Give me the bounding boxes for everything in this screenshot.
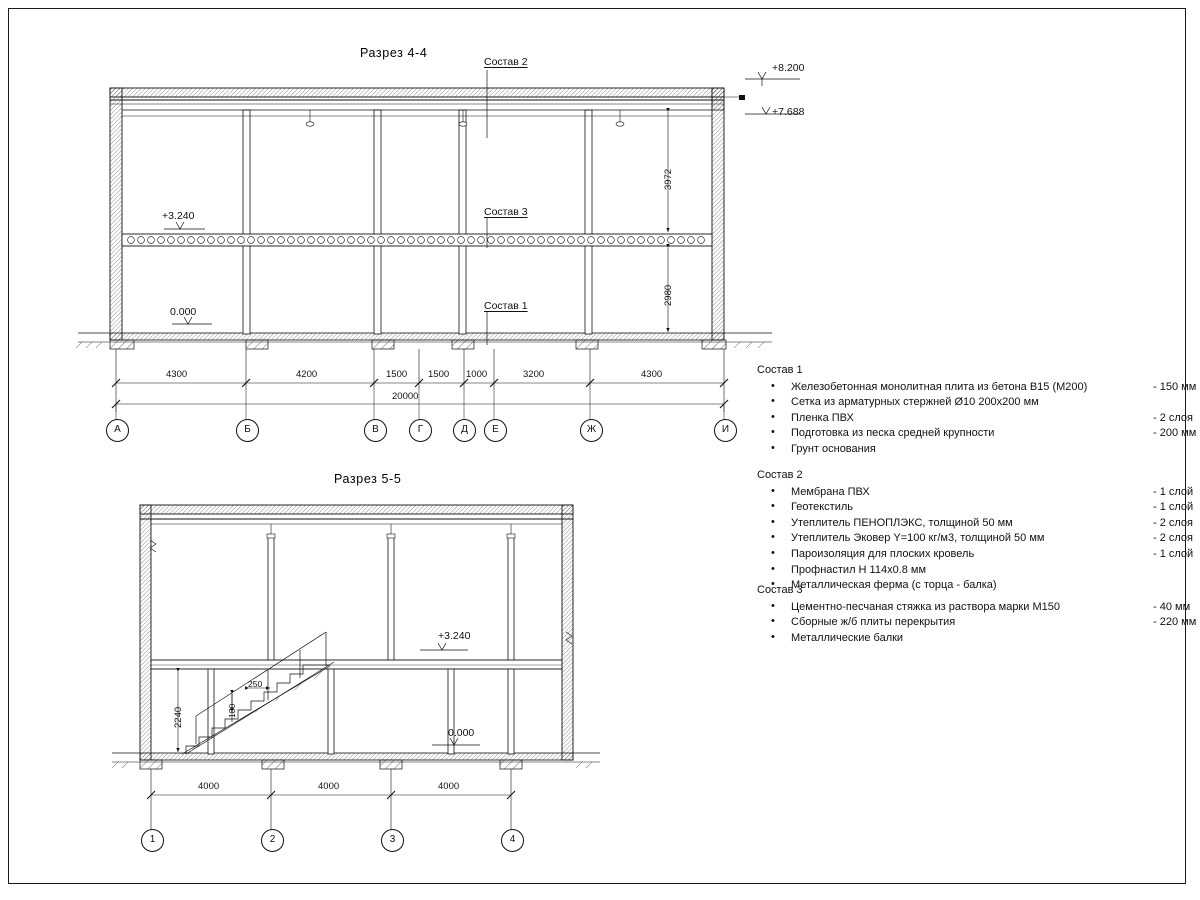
spec-item-text: Грунт основания bbox=[791, 443, 876, 456]
dim-44-overall: 20000 bbox=[392, 391, 419, 402]
spec-list-3 bbox=[757, 600, 1197, 647]
spec-item bbox=[757, 411, 1197, 427]
spec-item-text: Пароизоляция для плоских кровель bbox=[791, 548, 975, 561]
dim-55-2: 4000 bbox=[318, 781, 340, 792]
spec-item-value: - 150 мм bbox=[1153, 380, 1197, 393]
spec-item-text: Утеплитель ПЕНОПЛЭКС, толщиной 50 мм bbox=[791, 516, 1013, 529]
vertical-dim-2240: 2240 bbox=[173, 706, 184, 728]
axis-bubble-4[interactable]: 4 bbox=[501, 829, 524, 852]
spec-item-text: Металлическая ферма (с торца - балка) bbox=[791, 579, 997, 592]
vertical-dim-2980: 2980 bbox=[663, 284, 674, 306]
vertical-dim-3972: 3972 bbox=[663, 168, 674, 190]
level-mark-3240-s55: +3.240 bbox=[438, 630, 471, 642]
spec-item bbox=[757, 547, 1197, 563]
spec-item-text: Подготовка из песка средней крупности bbox=[791, 427, 995, 440]
spec-item-text: Металлические балки bbox=[791, 631, 904, 644]
spec-item-text: Цементно-песчаная стяжка из раствора марки M150 bbox=[791, 600, 1060, 613]
axis-bubble-g[interactable]: Г bbox=[409, 419, 432, 442]
spec-item-text: Пленка ПВХ bbox=[791, 411, 854, 424]
axis-bubble-b[interactable]: Б bbox=[236, 419, 259, 442]
level-mark-0000-s55: 0.000 bbox=[448, 727, 475, 739]
dim-44-4: 1500 bbox=[428, 369, 450, 380]
dim-44-3: 1500 bbox=[386, 369, 408, 380]
spec-title-3: Состав 3 bbox=[757, 584, 803, 596]
spec-item bbox=[757, 631, 1197, 647]
spec-block-sostav-3 bbox=[757, 583, 1197, 648]
spec-item-value: - 1 слой bbox=[1153, 501, 1194, 514]
spec-list-1 bbox=[757, 380, 1197, 458]
level-mark-0000-s44: 0.000 bbox=[170, 306, 197, 318]
section-55-geometry bbox=[112, 505, 600, 830]
spec-item bbox=[757, 563, 1197, 579]
dim-55-3: 4000 bbox=[438, 781, 460, 792]
callout-sostav-1: Состав 1 bbox=[484, 300, 528, 312]
spec-item bbox=[757, 380, 1197, 396]
axis-bubble-1[interactable]: 1 bbox=[141, 829, 164, 852]
spec-item-value: - 2 слоя bbox=[1153, 532, 1194, 545]
spec-item-text: Профнастил Н 114x0.8 мм bbox=[791, 563, 927, 576]
spec-title-1: Состав 1 bbox=[757, 364, 803, 376]
spec-item bbox=[757, 500, 1197, 516]
spec-item-value: - 200 мм bbox=[1153, 427, 1197, 440]
section-44-title: Разрез 4-4 bbox=[360, 46, 428, 60]
spec-item bbox=[757, 600, 1197, 616]
spec-item bbox=[757, 485, 1197, 501]
spec-item bbox=[757, 531, 1197, 547]
spec-item bbox=[757, 426, 1197, 442]
dim-44-6: 3200 bbox=[523, 369, 545, 380]
level-mark-8200: +8.200 bbox=[772, 62, 805, 74]
callout-sostav-3: Состав 3 bbox=[484, 206, 528, 218]
spec-item-text: Мембрана ПВХ bbox=[791, 485, 870, 498]
stair-dim-250: 250 bbox=[248, 679, 263, 689]
spec-block-sostav-1 bbox=[757, 363, 1197, 460]
level-mark-3240-s44: +3.240 bbox=[162, 210, 195, 222]
axis-bubble-d[interactable]: Д bbox=[453, 419, 476, 442]
axis-bubble-2[interactable]: 2 bbox=[261, 829, 284, 852]
spec-item bbox=[757, 615, 1197, 631]
axis-bubble-3[interactable]: 3 bbox=[381, 829, 404, 852]
dim-44-5: 1000 bbox=[466, 369, 488, 380]
axis-bubble-v[interactable]: В bbox=[364, 419, 387, 442]
axis-bubble-i[interactable]: И bbox=[714, 419, 737, 442]
spec-item-value: - 220 мм bbox=[1153, 616, 1197, 629]
dim-44-2: 4200 bbox=[296, 369, 318, 380]
spec-title-2: Состав 2 bbox=[757, 469, 803, 481]
section-44-dim-chain bbox=[112, 349, 728, 420]
spec-item bbox=[757, 516, 1197, 532]
dim-55-1: 4000 bbox=[198, 781, 220, 792]
dim-44-7: 4300 bbox=[641, 369, 663, 380]
spec-list-2 bbox=[757, 485, 1197, 594]
spec-item-text: Утеплитель Эковер Y=100 кг/м3, толщиной 50 мм bbox=[791, 532, 1045, 545]
callout-sostav-2: Состав 2 bbox=[484, 56, 528, 68]
axis-bubble-zh[interactable]: Ж bbox=[580, 419, 603, 442]
spec-item-value: - 2 слоя bbox=[1153, 411, 1194, 424]
spec-item-text: Сборные ж/б плиты перекрытия bbox=[791, 616, 956, 629]
spec-item-value: - 1 слой bbox=[1153, 548, 1194, 561]
level-mark-7688: +7.688 bbox=[772, 106, 805, 118]
axis-bubble-a[interactable]: А bbox=[106, 419, 129, 442]
spec-item bbox=[757, 442, 1197, 458]
dim-44-1: 4300 bbox=[166, 369, 188, 380]
axis-bubble-e[interactable]: Е bbox=[484, 419, 507, 442]
vertical-dim-180: 180 bbox=[227, 703, 237, 718]
section-55-title: Разрез 5-5 bbox=[334, 472, 402, 486]
spec-item-value: - 40 мм bbox=[1153, 600, 1191, 613]
spec-item bbox=[757, 395, 1197, 411]
spec-item-text: Железобетонная монолитная плита из бетона B15 (M200) bbox=[791, 380, 1088, 393]
spec-block-sostav-2 bbox=[757, 468, 1197, 596]
spec-item-text: Геотекстиль bbox=[791, 501, 854, 514]
spec-item-value: - 2 слоя bbox=[1153, 516, 1194, 529]
spec-item-value: - 1 слой bbox=[1153, 485, 1194, 498]
spec-item-text: Сетка из арматурных стержней Ø10 200x200 мм bbox=[791, 396, 1039, 409]
